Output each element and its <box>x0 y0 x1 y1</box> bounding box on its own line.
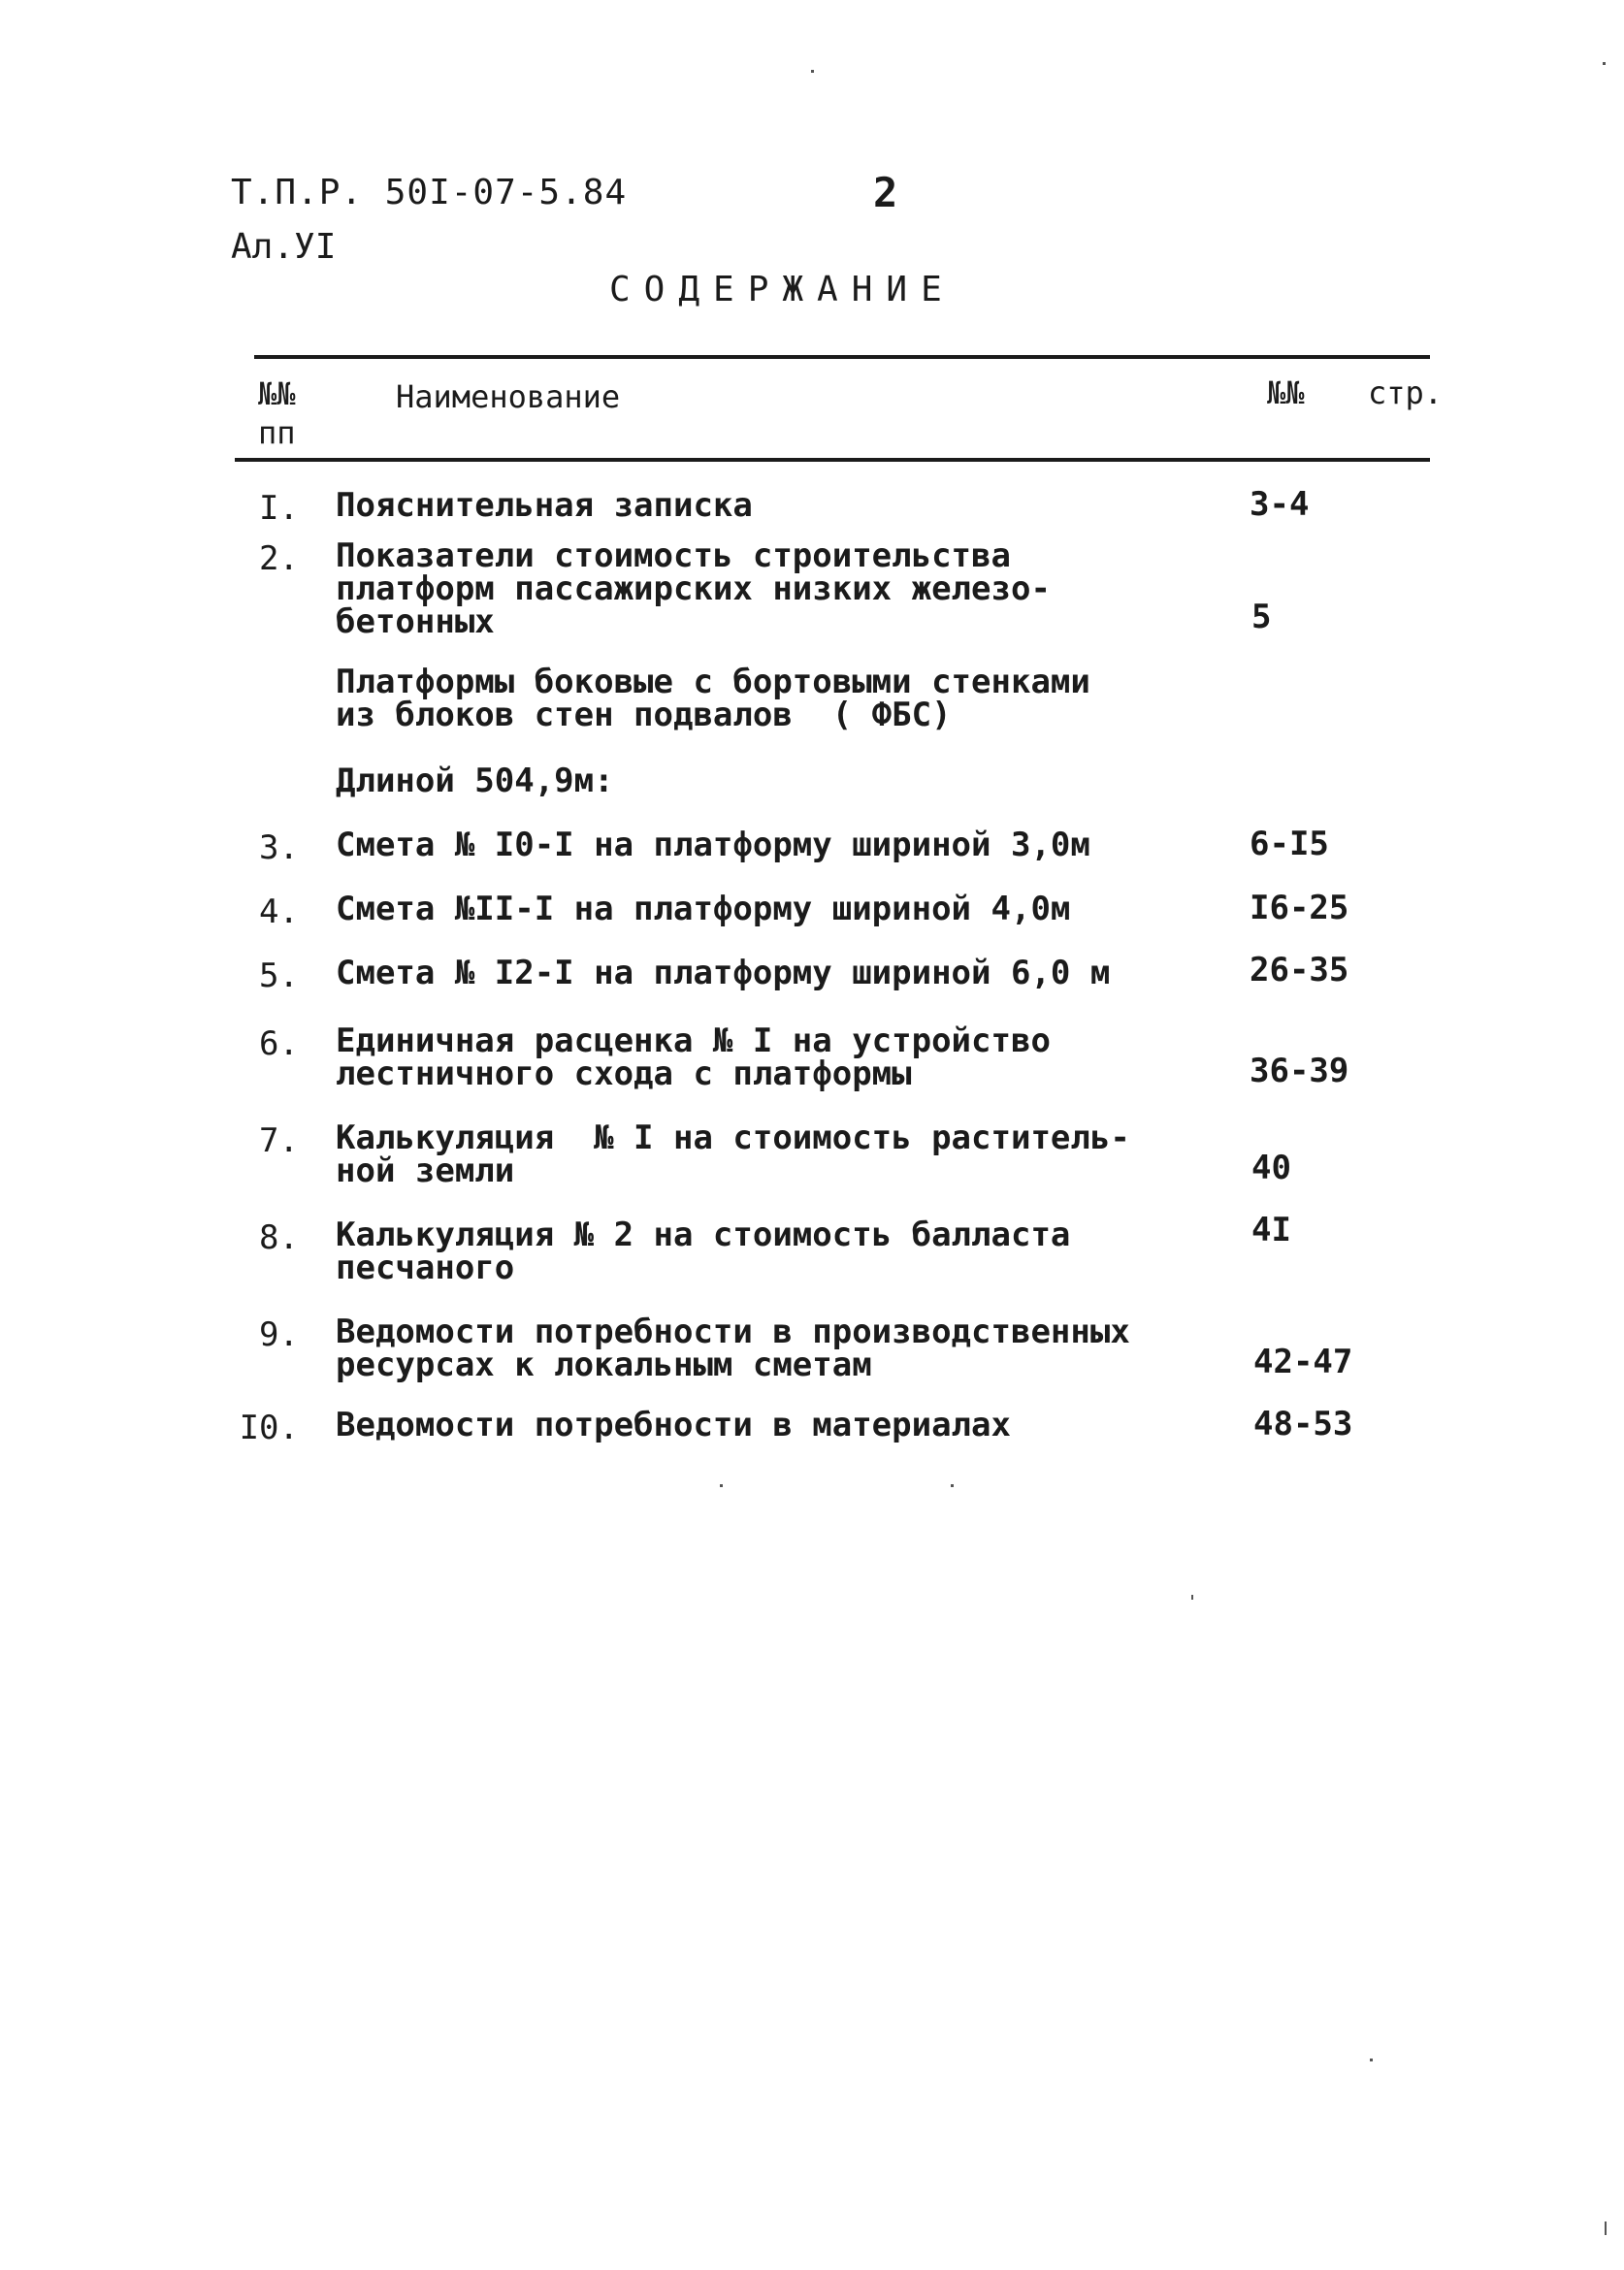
col-header-num-line2: пп <box>258 414 296 451</box>
row-text: Показатели стоимость строительства платформ пассажирских низких железо- бетонных <box>336 536 1051 641</box>
row-text: Длиной 504,9м: <box>336 762 614 800</box>
album-number: Ал.УI <box>231 227 337 267</box>
scan-speck <box>1605 2221 1607 2235</box>
row-text: Смета №II-I на платформу шириной 4,0м <box>336 890 1071 928</box>
table-header-rule <box>235 458 1430 462</box>
row-num: 8. <box>259 1218 299 1257</box>
scan-speck <box>1370 2059 1373 2061</box>
row-num: 9. <box>259 1315 299 1354</box>
scan-speck <box>720 1484 723 1487</box>
scan-speck <box>1191 1595 1193 1600</box>
row-pages: 4I <box>1251 1211 1291 1249</box>
row-pages: 42-47 <box>1253 1343 1353 1381</box>
row-text: Калькуляция № 2 на стоимость балласта песчаного <box>336 1216 1071 1287</box>
scan-speck <box>951 1484 954 1487</box>
row-pages: 48-53 <box>1253 1405 1353 1443</box>
row-num: 3. <box>259 828 299 867</box>
row-num: 4. <box>259 892 299 931</box>
col-header-num <box>258 374 296 452</box>
col-header-pages-str: стр. <box>1368 374 1444 411</box>
row-text: Пояснительная записка <box>336 486 753 525</box>
scan-speck <box>1603 62 1606 65</box>
document-code: Т.П.Р. 50I-07-5.84 <box>231 173 628 212</box>
row-text: Калькуляция № I на стоимость раститель- ной земли <box>336 1119 1130 1190</box>
row-num: 7. <box>259 1121 299 1160</box>
page-title: СОДЕРЖАНИЕ <box>609 270 956 309</box>
row-text: Единичная расценка № I на устройство лестничного схода с платформы <box>336 1022 1051 1093</box>
row-pages: 40 <box>1251 1149 1291 1187</box>
row-num: 5. <box>259 957 299 995</box>
row-text: Платформы боковые с бортовыми стенками из блоков стен подвалов ( ФБС) <box>336 663 1090 734</box>
scan-speck <box>811 70 814 73</box>
row-text: Ведомости потребности в материалах <box>336 1406 1011 1444</box>
row-pages: 3-4 <box>1250 485 1310 524</box>
row-pages: 6-I5 <box>1250 825 1329 863</box>
row-num: 6. <box>259 1024 299 1063</box>
row-text: Ведомости потребности в производственных ресурсах к локальным сметам <box>336 1313 1130 1384</box>
row-pages: 26-35 <box>1250 951 1349 989</box>
row-pages: I6-25 <box>1250 889 1349 927</box>
col-header-pages-num: №№ <box>1267 374 1305 411</box>
row-num: 2. <box>259 539 299 578</box>
row-pages: 36-39 <box>1250 1052 1349 1090</box>
row-num: I0. <box>239 1409 299 1447</box>
row-num: I. <box>259 489 299 528</box>
col-header-num-line1: №№ <box>258 375 296 412</box>
page-number: 2 <box>873 169 898 216</box>
table-top-rule <box>254 355 1430 359</box>
row-pages: 5 <box>1251 598 1272 636</box>
col-header-name: Наименование <box>396 378 621 415</box>
row-text: Смета № I0-I на платформу шириной 3,0м <box>336 826 1090 864</box>
row-text: Смета № I2-I на платформу шириной 6,0 м <box>336 954 1111 992</box>
